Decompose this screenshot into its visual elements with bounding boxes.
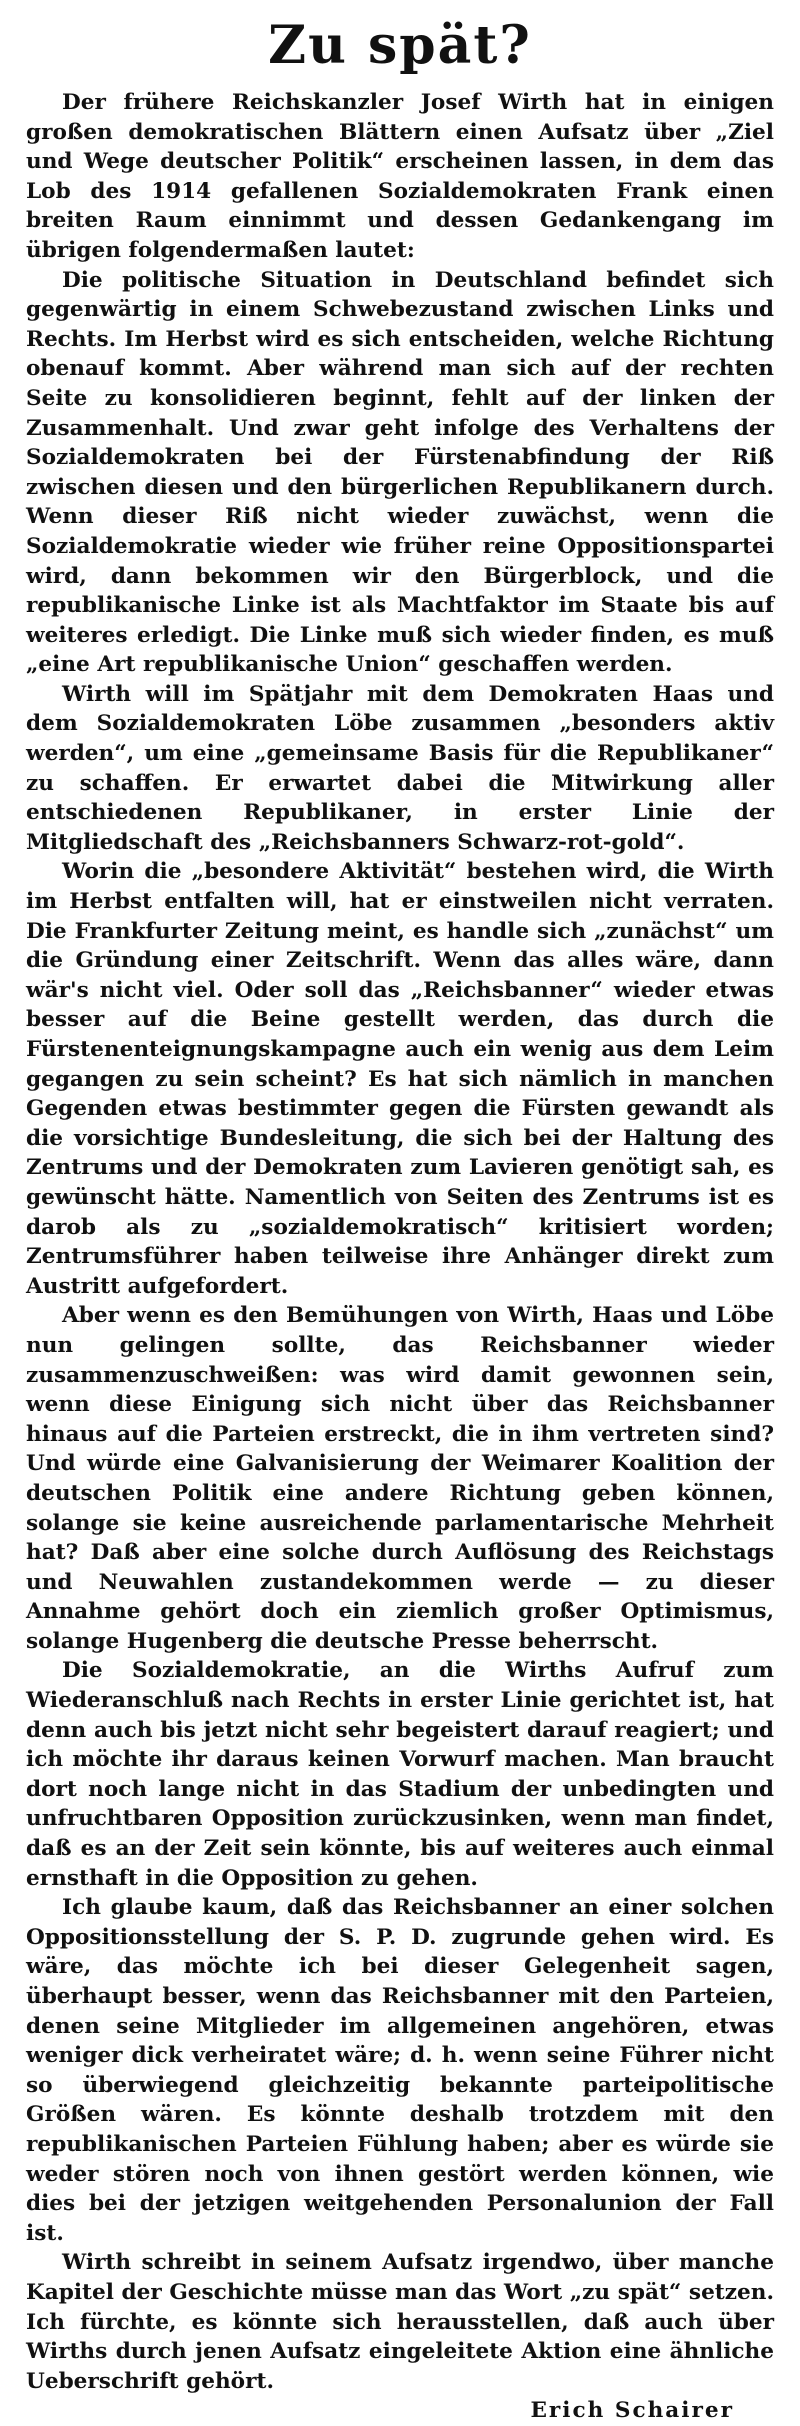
article-title: Zu spät?	[268, 15, 532, 76]
article-paragraph-3: Wirth will im Spätjahr mit dem Demokraten Haas und dem Sozialdemokraten Löbe zusammen „besonders aktiv werden“, um eine „gemeinsame Basis für die Republikaner“ zu schaffen. Er erwartet dabei die Mitwirkung aller entschiedenen Republikaner, in erster Linie der Mitgliedschaft des „Reichsbanners Schwarz-rot-gold“.	[26, 681, 774, 855]
author-signature: Erich Schairer	[530, 2398, 734, 2424]
article-paragraph-6: Die Sozialdemokratie, an die Wirths Aufruf zum Wiederanschluß nach Rechts in erster Linie gerichtet ist, hat denn auch bis jetzt nicht sehr begeistert darauf reagiert; und ich möchte ihr daraus keinen Vorwurf machen. Man braucht dort noch lange nicht in das Stadium der unbedingten und unfruchtbaren Opposition zurückzusinken, wenn man findet, daß es an der Zeit sein könnte, bis auf weiteres auch einmal ernsthaft in die Opposition zu gehen.	[26, 1658, 774, 1891]
article-paragraph-4: Worin die „besondere Aktivität“ bestehen wird, die Wirth im Herbst entfalten will, hat er einstweilen nicht verraten. Die Frankfurter Zeitung meint, es handle sich „zunächst“ um die Gründung einer Zeitschrift. Wenn das alles wäre, dann wär's nicht viel. Oder soll das „Reichsbanner“ wieder etwas besser auf die Beine gestellt werden, das durch die Fürstenenteignungskampagne auch ein wenig aus dem Leim gegangen zu sein scheint? Es hat sich nämlich in manchen Gegenden etwas bestimmter gegen die Fürsten gewandt als die vorsichtige Bundesleitung, die sich bei der Haltung des Zentrums und der Demokraten zum Lavieren genötigt sah, es gewünscht hätte. Namentlich von Seiten des Zentrums ist es darob als zu „sozialdemokratisch“ kritisiert worden; Zentrumsführer haben teilweise ihre Anhänger direkt zum Austritt aufgefordert.	[26, 859, 774, 1299]
article-paragraph-7: Ich glaube kaum, daß das Reichsbanner an einer solchen Oppositionsstellung der S. P. D. zugrunde gehen wird. Es wäre, das möchte ich bei dieser Gelegenheit sagen, überhaupt besser, wenn das Reichsbanner mit den Parteien, denen seine Mitglieder im allgemeinen angehören, etwas weniger dick verheiratet wäre; d. h. wenn seine Führer nicht so überwiegend gleichzeitig bekannte parteipolitische Größen wären. Es könnte deshalb trotzdem mit den republikanischen Parteien Fühlung haben; aber es würde sie weder stören noch von ihnen gestört werden können, wie dies bei der jetzigen weitgehenden Personalunion der Fall ist.	[26, 1895, 774, 2246]
article-paragraph-8: Wirth schreibt in seinem Aufsatz irgendwo, über manche Kapitel der Geschichte müsse man das Wort „zu spät“ setzen. Ich fürchte, es könnte sich herausstellen, daß auch über Wirths durch jenen Aufsatz eingeleitete Aktion eine ähnliche Ueberschrift gehört.	[26, 2250, 774, 2394]
article-paragraph-5: Aber wenn es den Bemühungen von Wirth, Haas und Löbe nun gelingen sollte, das Reichsbanner wieder zusammenzuschweißen: was wird damit gewonnen sein, wenn diese Einigung sich nicht über das Reichsbanner hinaus auf die Parteien erstreckt, die in ihm vertreten sind? Und würde eine Galvanisierung der Weimarer Koalition der deutschen Politik eine andere Richtung geben können, solange sie keine ausreichende parlamentarische Mehrheit hat? Daß aber eine solche durch Auflösung des Reichstags und Neuwahlen zustandekommen werde — zu dieser Annahme gehört doch ein ziemlich großer Optimismus, solange Hugenberg die deutsche Presse beherrscht.	[26, 1303, 774, 1654]
article-paragraph-2: Die politische Situation in Deutschland befindet sich gegenwärtig in einem Schwebezustand zwischen Links und Rechts. Im Herbst wird es sich entscheiden, welche Richtung obenauf kommt. Aber während man sich auf der rechten Seite zu konsolidieren beginnt, fehlt auf der linken der Zusammenhalt. Und zwar geht infolge des Verhaltens der Sozialdemokraten bei der Fürstenabfindung der Riß zwischen diesen und den bürgerlichen Republikanern durch. Wenn dieser Riß nicht wieder zuwächst, wenn die Sozialdemokratie wieder wie früher reine Oppositionspartei wird, dann bekommen wir den Bürgerblock, und die republikanische Linke ist als Machtfaktor im Staate bis auf weiteres erledigt. Die Linke muß sich wieder finden, es muß „eine Art republikanische Union“ geschaffen werden.	[26, 267, 774, 678]
article-paragraph-1: Der frühere Reichskanzler Josef Wirth hat in einigen großen demokratischen Blättern einen Aufsatz über „Ziel und Wege deutscher Politik“ erscheinen lassen, in dem das Lob des 1914 gefallenen Sozialdemokraten Frank einen breiten Raum einnimmt und dessen Gedankengang im übrigen folgendermaßen lautet:	[26, 90, 774, 263]
